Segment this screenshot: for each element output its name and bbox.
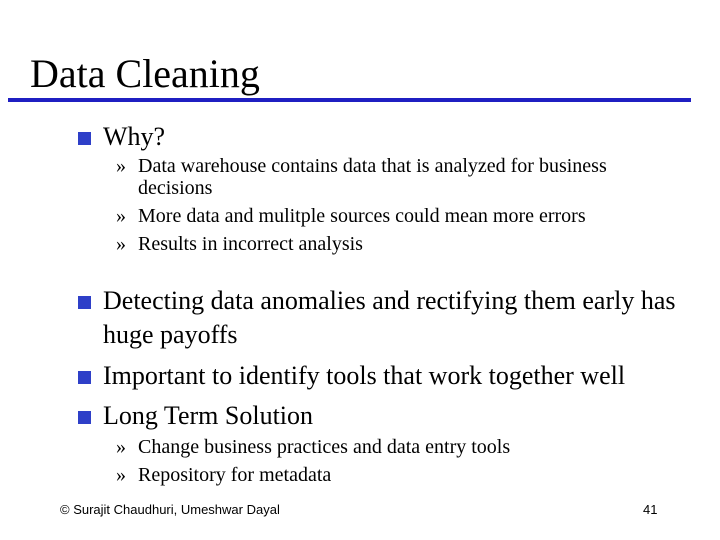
sub-bullet-text: Change business practices and data entry tools [138, 436, 511, 458]
bullet-text: Important to identify tools that work together well [103, 361, 626, 390]
sub-bullet-text: Results in incorrect analysis [138, 233, 363, 255]
sub-bullet-marker: » [116, 155, 126, 177]
sub-bullet [116, 436, 686, 458]
page-number: 41 [643, 502, 658, 517]
bullet-text: Why? [103, 122, 166, 151]
bullet-important [78, 359, 688, 393]
sub-bullet [116, 233, 686, 255]
bullet-detecting [78, 284, 688, 352]
square-bullet-icon [78, 411, 91, 424]
sub-bullet-text: Repository for metadata [138, 464, 332, 486]
title-underline [8, 98, 691, 102]
bullet-text: Detecting data anomalies and rectifying them early has huge payoffs [103, 286, 676, 349]
bullet-why [78, 120, 688, 154]
sub-bullet-marker: » [116, 464, 126, 486]
sub-bullet [116, 464, 686, 486]
sub-bullet-marker: » [116, 233, 126, 255]
footer-credit: © Surajit Chaudhuri, Umeshwar Dayal [60, 502, 280, 517]
sub-bullet [116, 155, 686, 199]
sub-bullet-marker: » [116, 205, 126, 227]
bullet-long-term [78, 399, 688, 433]
sub-bullet-marker: » [116, 436, 126, 458]
sub-bullet-text: More data and mulitple sources could mean more errors [138, 205, 586, 227]
bullet-text: Long Term Solution [103, 401, 314, 430]
sub-bullet-text: Data warehouse contains data that is analyzed for business decisions [138, 155, 607, 199]
square-bullet-icon [78, 296, 91, 309]
square-bullet-icon [78, 132, 91, 145]
square-bullet-icon [78, 371, 91, 384]
slide-title: Data Cleaning [30, 51, 260, 96]
sub-bullet [116, 205, 686, 227]
